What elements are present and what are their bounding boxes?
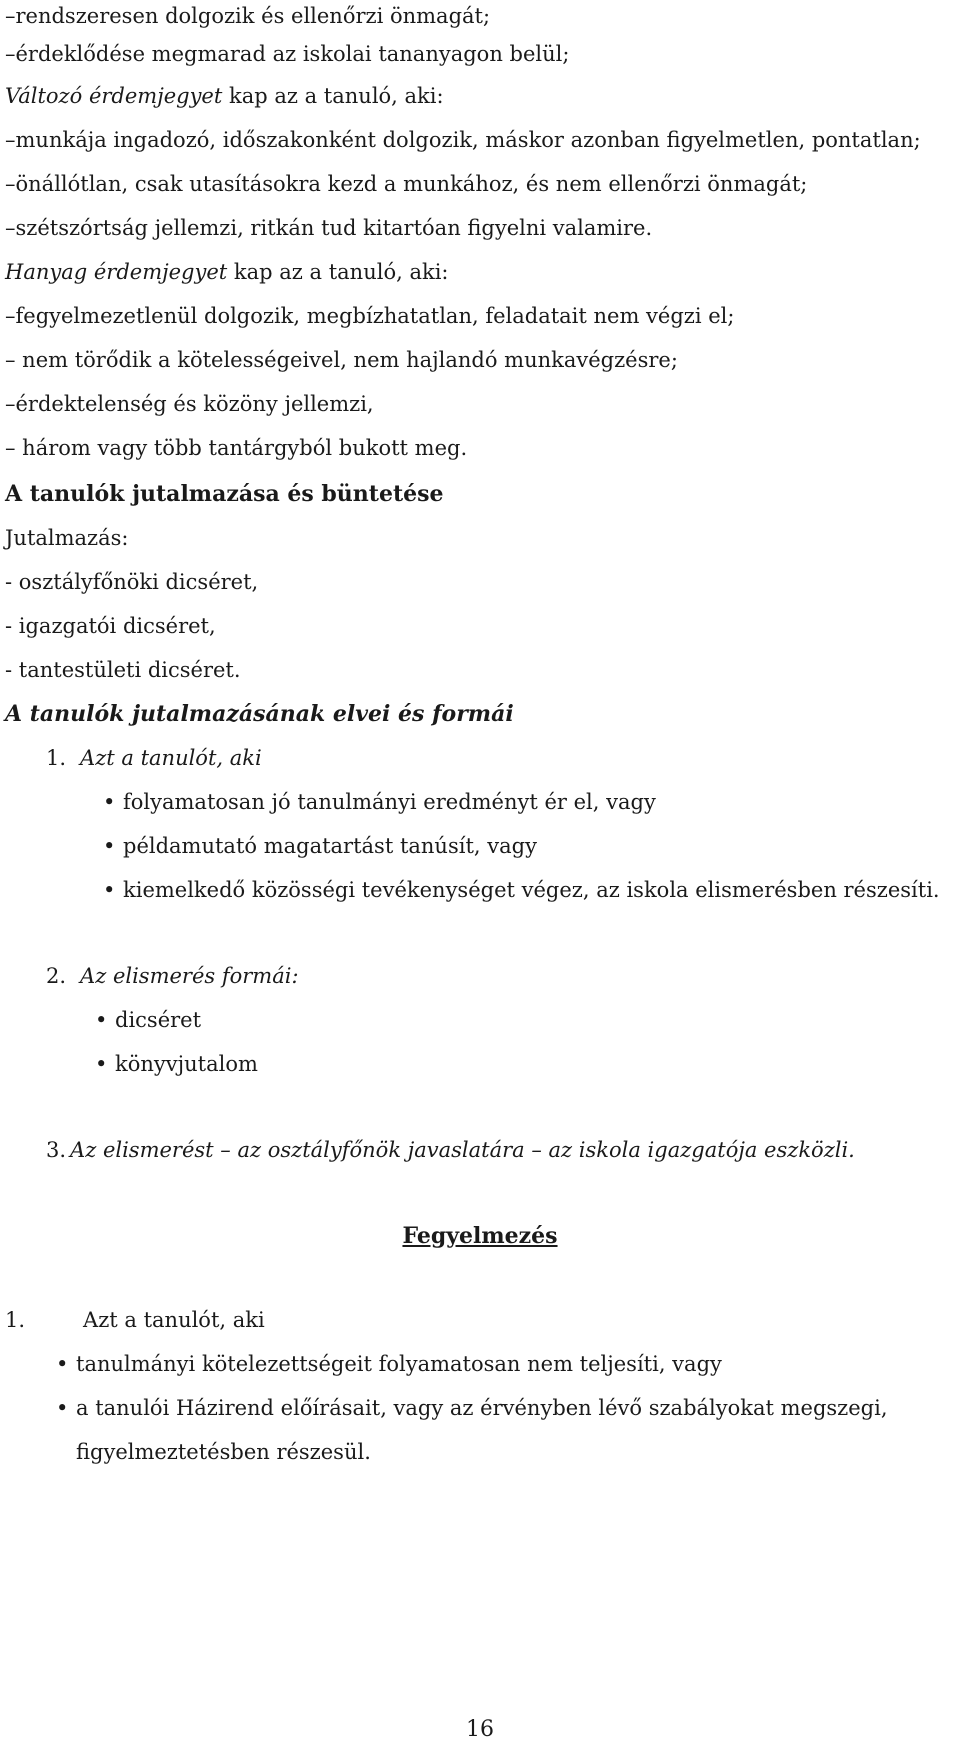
bullet-icon: •: [95, 1052, 108, 1076]
text-span: kap az a tanuló, aki:: [222, 84, 444, 108]
text-line: – nem törődik a kötelességeivel, nem hajlandó munkavégzésre;: [5, 348, 678, 372]
bullet-text: tanulmányi kötelezettségeit folyamatosan nem teljesíti, vagy: [76, 1352, 722, 1376]
bullet-icon: •: [56, 1396, 69, 1420]
text-line: –rendszeresen dolgozik és ellenőrzi önmagát;: [5, 4, 491, 28]
bullet-item: [56, 1394, 888, 1422]
bullet-item: [95, 1006, 201, 1034]
text-line: - tantestületi dicséret.: [5, 658, 241, 682]
text-line: –munkája ingadozó, időszakonként dolgozik, máskor azonban figyelmetlen, pontatlan;: [5, 128, 921, 152]
text-line: –fegyelmezetlenül dolgozik, megbízhatatlan, feladatait nem végzi el;: [5, 304, 735, 328]
section-heading: A tanulók jutalmazása és büntetése: [5, 481, 444, 507]
text-line: –érdeklődése megmarad az iskolai tananyagon belül;: [5, 42, 570, 66]
bullet-text: folyamatosan jó tanulmányi eredményt ér el, vagy: [123, 790, 656, 814]
text-line: –szétszórtság jellemzi, ritkán tud kitartóan figyelni valamire.: [5, 216, 653, 240]
bullet-item: [103, 788, 656, 816]
text-line: –önállótlan, csak utasításokra kezd a munkához, és nem ellenőrzi önmagát;: [5, 172, 808, 196]
item-number: 3.: [46, 1138, 67, 1162]
bullet-item: [103, 832, 537, 860]
numbered-item: [46, 744, 262, 772]
bullet-text: könyvjutalom: [115, 1052, 258, 1076]
item-text: Az elismerés formái:: [80, 964, 299, 988]
bullet-icon: •: [95, 1008, 108, 1032]
bullet-icon: •: [103, 878, 116, 902]
numbered-item: [46, 962, 299, 990]
bullet-item: [103, 876, 940, 904]
bullet-item: [95, 1050, 258, 1078]
text-line: [5, 82, 444, 110]
item-text: Azt a tanulót, aki: [83, 1308, 265, 1332]
numbered-item: [5, 1306, 265, 1334]
bullet-text: példamutató magatartást tanúsít, vagy: [123, 834, 537, 858]
text-line: - igazgatói dicséret,: [5, 614, 216, 638]
text-line: [5, 258, 448, 286]
section-heading-discipline: Fegyelmezés: [402, 1223, 558, 1249]
item-text: Az elismerést – az osztályfőnök javaslatára – az iskola igazgatója eszközli.: [70, 1138, 855, 1162]
text-line: – három vagy több tantárgyból bukott meg.: [5, 436, 468, 460]
bullet-item: [56, 1350, 722, 1378]
page-number: 16: [466, 1717, 494, 1742]
subsection-heading: A tanulók jutalmazásának elvei és formái: [5, 701, 514, 727]
bullet-continuation: figyelmeztetésben részesül.: [76, 1440, 371, 1464]
bullet-icon: •: [103, 834, 116, 858]
bullet-text: dicséret: [115, 1008, 202, 1032]
text-line: - osztályfőnöki dicséret,: [5, 570, 259, 594]
bullet-icon: •: [56, 1352, 69, 1376]
bullet-icon: •: [103, 790, 116, 814]
bullet-text: kiemelkedő közösségi tevékenységet végez, az iskola elismerésben részesíti.: [123, 878, 940, 902]
grade-term: Hanyag érdemjegyet: [5, 260, 228, 284]
item-number: 1.: [5, 1308, 26, 1332]
text-line: Jutalmazás:: [5, 526, 129, 550]
bullet-text: a tanulói Házirend előírásait, vagy az érvényben lévő szabályokat megszegi,: [76, 1396, 888, 1420]
numbered-item: [46, 1136, 855, 1164]
text-span: kap az a tanuló, aki:: [227, 260, 449, 284]
grade-term: Változó érdemjegyet: [5, 84, 223, 108]
item-text: Azt a tanulót, aki: [80, 746, 262, 770]
item-number: 1.: [46, 746, 67, 770]
item-number: 2.: [46, 964, 67, 988]
text-line: –érdektelenség és közöny jellemzi,: [5, 392, 374, 416]
